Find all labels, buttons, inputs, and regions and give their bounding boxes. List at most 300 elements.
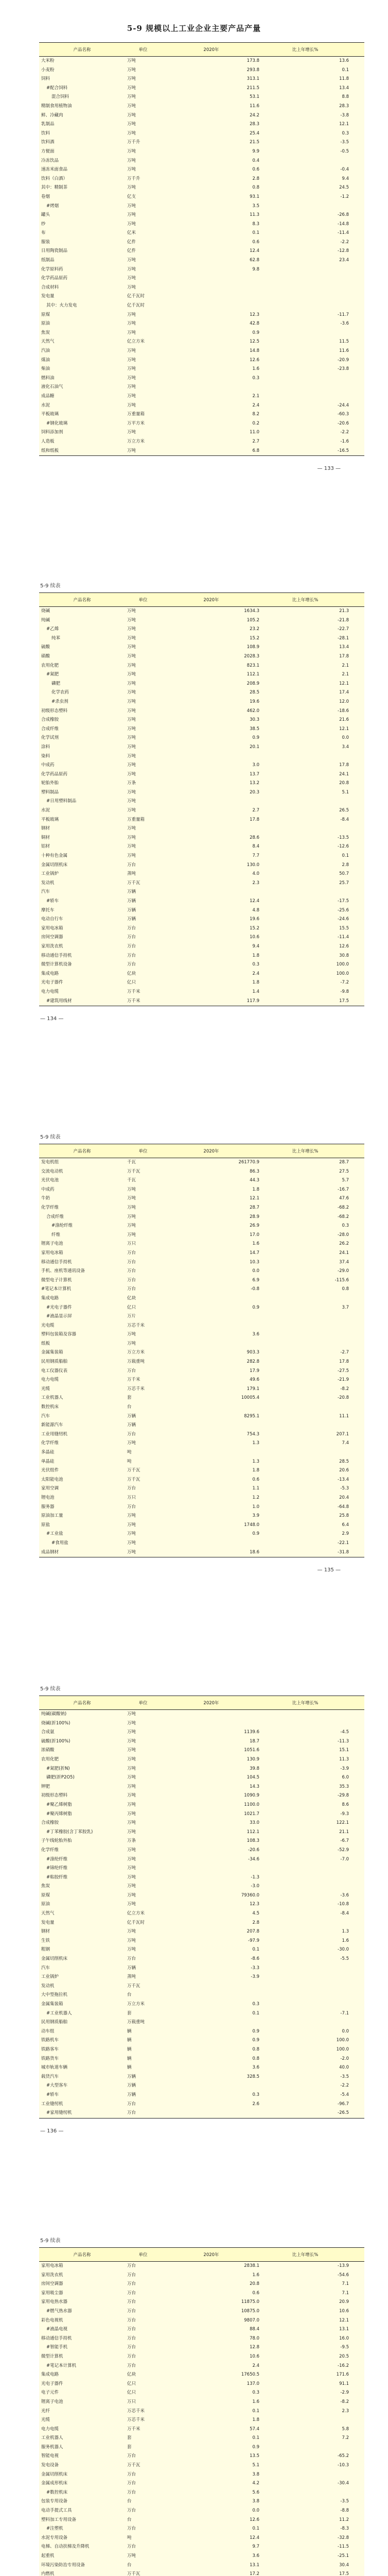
product-output-2020: 1.8 bbox=[161, 978, 261, 988]
product-name: 金属集装箱 bbox=[39, 2000, 125, 2009]
product-growth: 0.1 bbox=[261, 66, 364, 75]
product-name: 家用电冰箱 bbox=[39, 2262, 125, 2271]
product-unit: 万吨 bbox=[125, 1439, 161, 1448]
product-name: 民用钢质船舶 bbox=[39, 2018, 125, 2027]
table-row bbox=[39, 220, 364, 229]
product-unit: 亿立方米 bbox=[125, 1909, 161, 1919]
product-name: 化学纤维 bbox=[39, 1204, 125, 1213]
product-output-2020: 2.4 bbox=[161, 2362, 261, 2371]
product-output-2020: 3.6 bbox=[161, 2063, 261, 2073]
product-name: 成品糖 bbox=[39, 392, 125, 401]
table-row bbox=[39, 347, 364, 356]
product-growth: 171.6 bbox=[261, 2370, 364, 2380]
product-growth: 122.1 bbox=[261, 1819, 364, 1828]
product-output-2020: 25.4 bbox=[161, 129, 261, 139]
product-unit: 万台 bbox=[125, 960, 161, 970]
product-output-2020: 1.8 bbox=[161, 1185, 261, 1195]
table-row bbox=[39, 1213, 364, 1222]
product-growth bbox=[261, 283, 364, 293]
product-output-2020: 10.6 bbox=[161, 933, 261, 942]
product-name: 日用陶瓷制品 bbox=[39, 247, 125, 256]
product-output-2020 bbox=[161, 752, 261, 761]
product-unit: 亿只 bbox=[125, 2380, 161, 2389]
product-output-2020: 2.4 bbox=[161, 970, 261, 979]
product-output-2020: 208.9 bbox=[161, 680, 261, 689]
product-unit: 万吨 bbox=[125, 329, 161, 338]
product-growth: 17.5 bbox=[261, 997, 364, 1006]
table-header bbox=[39, 2248, 364, 2262]
product-unit: 套 bbox=[125, 1394, 161, 1403]
table-row bbox=[39, 1258, 364, 1267]
product-output-2020: 93.1 bbox=[161, 193, 261, 202]
product-name: 化学药品原药 bbox=[39, 770, 125, 779]
product-name: 化学原料药 bbox=[39, 265, 125, 275]
product-name: #钢化玻璃 bbox=[39, 419, 125, 429]
product-output-2020: 19.6 bbox=[161, 915, 261, 924]
product-name: 交流电动机 bbox=[39, 1167, 125, 1177]
product-output-2020: 112.1 bbox=[161, 670, 261, 680]
product-output-2020: 1.2 bbox=[161, 1494, 261, 1503]
product-growth: 23.4 bbox=[261, 256, 364, 265]
table-row bbox=[39, 1945, 364, 1955]
product-growth: -16.2 bbox=[261, 2362, 364, 2371]
product-unit: 万吨 bbox=[125, 725, 161, 734]
product-output-2020: 0.1 bbox=[161, 1945, 261, 1955]
product-name: 数控机床 bbox=[39, 1403, 125, 1412]
product-unit: 万台 bbox=[125, 2325, 161, 2334]
product-growth: -0.5 bbox=[261, 147, 364, 157]
product-growth: -2.2 bbox=[261, 238, 364, 247]
product-name: #笔记本计算机 bbox=[39, 1285, 125, 1294]
product-name: #液晶电视 bbox=[39, 2325, 125, 2334]
product-output-2020 bbox=[161, 1710, 261, 1719]
product-name: 汽车 bbox=[39, 1412, 125, 1421]
product-growth: -54.6 bbox=[261, 2271, 364, 2280]
table-row bbox=[39, 688, 364, 698]
product-name: 微型电子计算机 bbox=[39, 1276, 125, 1285]
product-unit: 万辆 bbox=[125, 1421, 161, 1430]
product-name: 其中：精制茶 bbox=[39, 183, 125, 193]
product-output-2020: 3.8 bbox=[161, 2470, 261, 2480]
product-output-2020 bbox=[161, 383, 261, 392]
product-growth: 10.6 bbox=[261, 2307, 364, 2316]
product-growth: -60.3 bbox=[261, 410, 364, 419]
product-growth: -16.5 bbox=[261, 447, 364, 456]
table-row bbox=[39, 1421, 364, 1430]
product-unit: 万吨 bbox=[125, 1185, 161, 1195]
page-number: — 135 — bbox=[317, 1567, 341, 1573]
product-unit: 万吨 bbox=[125, 716, 161, 725]
product-output-2020: 2.8 bbox=[161, 1919, 261, 1928]
product-growth: -8.8 bbox=[261, 2506, 364, 2516]
product-growth bbox=[261, 888, 364, 897]
product-output-2020: 1634.3 bbox=[161, 607, 261, 616]
product-growth bbox=[261, 1919, 364, 1928]
product-unit: 万吨 bbox=[125, 1737, 161, 1747]
product-unit: 万芯千米 bbox=[125, 2416, 161, 2425]
table-row bbox=[39, 1710, 364, 1719]
product-unit: 万吨 bbox=[125, 1945, 161, 1955]
product-growth: -68.2 bbox=[261, 1213, 364, 1222]
product-unit: 万吨 bbox=[125, 356, 161, 365]
product-growth: -2.9 bbox=[261, 2388, 364, 2398]
product-growth: 50.7 bbox=[261, 870, 364, 879]
product-output-2020: 0.8 bbox=[161, 2045, 261, 2055]
product-output-2020: 130.9 bbox=[161, 1755, 261, 1765]
table-row bbox=[39, 2561, 364, 2570]
product-name: 集成电路 bbox=[39, 2370, 125, 2380]
product-name: 微型计算机设备 bbox=[39, 960, 125, 970]
product-unit: 万台 bbox=[125, 2280, 161, 2289]
product-unit: 万吨 bbox=[125, 824, 161, 834]
product-name: 钾肥 bbox=[39, 1783, 125, 1792]
product-unit: 万吨 bbox=[125, 1855, 161, 1865]
table-row bbox=[39, 2262, 364, 2271]
product-growth bbox=[261, 392, 364, 401]
product-unit: 亿立方米 bbox=[125, 337, 161, 347]
product-name: #烤烟 bbox=[39, 202, 125, 211]
product-growth: -29.8 bbox=[261, 1791, 364, 1801]
header-year: 2020年 bbox=[161, 43, 261, 57]
product-name: 布 bbox=[39, 229, 125, 238]
product-unit: 万吨 bbox=[125, 1728, 161, 1737]
product-unit: 万芯千米 bbox=[125, 1321, 161, 1331]
product-growth: -11.4 bbox=[261, 229, 364, 238]
table-row bbox=[39, 1367, 364, 1376]
product-growth: 91.1 bbox=[261, 2380, 364, 2389]
product-growth: 0.8 bbox=[261, 1285, 364, 1294]
table-row bbox=[39, 1231, 364, 1240]
product-unit: 万千瓦 bbox=[125, 1167, 161, 1177]
product-growth bbox=[261, 1964, 364, 1973]
product-unit: 万吨 bbox=[125, 1873, 161, 1883]
product-name: 磷肥(折P2O5) bbox=[39, 1773, 125, 1783]
product-unit: 万条 bbox=[125, 1837, 161, 1846]
product-output-2020 bbox=[161, 2018, 261, 2027]
product-name: 起重机 bbox=[39, 2552, 125, 2561]
product-unit: 万千瓦 bbox=[125, 2570, 161, 2576]
table-row bbox=[39, 2461, 364, 2470]
header-growth: 比上年增长% bbox=[261, 1696, 364, 1710]
table-row bbox=[39, 852, 364, 861]
product-growth: -9.8 bbox=[261, 988, 364, 997]
product-unit: 万吨 bbox=[125, 842, 161, 852]
product-unit: 万只 bbox=[125, 1240, 161, 1249]
product-name: #数控机床 bbox=[39, 2488, 125, 2498]
product-output-2020: 2.6 bbox=[161, 2100, 261, 2109]
page-number: — 134 — bbox=[40, 1016, 64, 1022]
product-name: 手机、座机等通讯设备 bbox=[39, 1267, 125, 1276]
product-unit: 万台 bbox=[125, 1955, 161, 1964]
table-row bbox=[39, 625, 364, 634]
product-growth: 15.1 bbox=[261, 1746, 364, 1755]
table-row bbox=[39, 401, 364, 411]
product-growth bbox=[261, 2470, 364, 2480]
product-growth: 11.5 bbox=[261, 337, 364, 347]
product-unit: 万载重吨 bbox=[125, 1358, 161, 1367]
product-growth: 11.2 bbox=[261, 2516, 364, 2525]
product-name: 合成材料 bbox=[39, 283, 125, 293]
product-unit: 万吨 bbox=[125, 102, 161, 111]
product-growth: -2.2 bbox=[261, 2081, 364, 2091]
product-unit: 亿件 bbox=[125, 238, 161, 247]
product-output-2020: 0.0 bbox=[161, 1267, 261, 1276]
product-growth: -30.0 bbox=[261, 1945, 364, 1955]
product-name: 焦炭 bbox=[39, 1882, 125, 1891]
product-output-2020: 12.3 bbox=[161, 311, 261, 320]
product-growth: -12.6 bbox=[261, 842, 364, 852]
product-unit: 台 bbox=[125, 2561, 161, 2570]
product-unit: 亿只 bbox=[125, 978, 161, 988]
product-name: 发动机 bbox=[39, 879, 125, 888]
product-unit: 万吨 bbox=[125, 1801, 161, 1810]
product-unit: 辆 bbox=[125, 2063, 161, 2073]
product-name: 电力电缆 bbox=[39, 2425, 125, 2434]
table-row bbox=[39, 1539, 364, 1548]
product-output-2020: 0.0 bbox=[161, 2506, 261, 2516]
product-growth: 0.3 bbox=[261, 1222, 364, 1231]
product-growth bbox=[261, 265, 364, 275]
product-name: 工业机器人 bbox=[39, 2434, 125, 2443]
product-name: 工业锅炉 bbox=[39, 1973, 125, 1982]
product-growth: 5.8 bbox=[261, 2425, 364, 2434]
table-row bbox=[39, 1919, 364, 1928]
product-growth bbox=[261, 202, 364, 211]
product-output-2020: 0.6 bbox=[161, 238, 261, 247]
product-name: 原煤 bbox=[39, 1891, 125, 1901]
product-name: #涤纶纤维 bbox=[39, 1855, 125, 1865]
product-unit: 千瓦 bbox=[125, 1176, 161, 1185]
product-growth: -12.8 bbox=[261, 247, 364, 256]
product-growth: -1.2 bbox=[261, 193, 364, 202]
product-output-2020: 17650.5 bbox=[161, 2370, 261, 2380]
product-output-2020: 15.2 bbox=[161, 924, 261, 934]
product-unit: 万台 bbox=[125, 2109, 161, 2118]
table-row bbox=[39, 1810, 364, 1819]
product-unit: 万吨 bbox=[125, 1791, 161, 1801]
product-output-2020: 28.5 bbox=[161, 688, 261, 698]
product-growth: -5.5 bbox=[261, 1955, 364, 1964]
table-row bbox=[39, 392, 364, 401]
table-row bbox=[39, 2271, 364, 2280]
product-unit: 吨 bbox=[125, 1458, 161, 1467]
product-name: #工业机器人 bbox=[39, 2009, 125, 2019]
product-growth: 30.4 bbox=[261, 2561, 364, 2570]
product-growth: 12.1 bbox=[261, 120, 364, 129]
product-output-2020: 1.8 bbox=[161, 2416, 261, 2425]
table-row bbox=[39, 761, 364, 770]
product-name: 发电量 bbox=[39, 292, 125, 301]
product-output-2020: 57.4 bbox=[161, 2425, 261, 2434]
product-growth bbox=[261, 1973, 364, 1982]
product-growth: -9.5 bbox=[261, 2343, 364, 2352]
product-growth: -64.8 bbox=[261, 1503, 364, 1512]
product-name: 汽车 bbox=[39, 1964, 125, 1973]
product-unit: 万吨 bbox=[125, 707, 161, 716]
product-name: 铜材 bbox=[39, 834, 125, 843]
table-row bbox=[39, 319, 364, 329]
product-output-2020: 261770.9 bbox=[161, 1158, 261, 1167]
product-name: 家用空调 bbox=[39, 1484, 125, 1494]
product-unit: 万吨 bbox=[125, 75, 161, 84]
product-name: 发电机组 bbox=[39, 1158, 125, 1167]
table-row bbox=[39, 1303, 364, 1313]
product-unit: 万吨 bbox=[125, 401, 161, 411]
table-row bbox=[39, 978, 364, 988]
product-output-2020: 1100.0 bbox=[161, 1801, 261, 1810]
product-output-2020: 12.4 bbox=[161, 247, 261, 256]
product-name: 包装专用设备 bbox=[39, 2497, 125, 2506]
product-unit: 万千瓦 bbox=[125, 879, 161, 888]
product-name: 金属切削机床 bbox=[39, 2470, 125, 2480]
product-name: 化学农药 bbox=[39, 688, 125, 698]
product-name: 农用化肥 bbox=[39, 662, 125, 671]
product-output-2020: 14.8 bbox=[161, 347, 261, 356]
header-unit: 单位 bbox=[125, 1696, 161, 1710]
product-output-2020: 211.5 bbox=[161, 84, 261, 93]
table-row bbox=[39, 447, 364, 456]
product-growth bbox=[261, 1864, 364, 1873]
product-output-2020: 28.9 bbox=[161, 1213, 261, 1222]
table-row bbox=[39, 970, 364, 979]
product-name: 电工仪器仪表 bbox=[39, 1367, 125, 1376]
product-unit: 万重量箱 bbox=[125, 410, 161, 419]
product-output-2020: 0.8 bbox=[161, 183, 261, 193]
product-output-2020: 3.6 bbox=[161, 2552, 261, 2561]
product-growth: -65.2 bbox=[261, 2452, 364, 2461]
product-table bbox=[39, 1144, 364, 1557]
product-unit: 万辆 bbox=[125, 915, 161, 924]
product-unit: 套 bbox=[125, 2443, 161, 2452]
product-growth: -2.2 bbox=[261, 428, 364, 437]
table-row bbox=[39, 129, 364, 139]
product-output-2020: 1.3 bbox=[161, 1439, 261, 1448]
product-unit: 万台 bbox=[125, 1430, 161, 1439]
product-unit: 万台 bbox=[125, 1484, 161, 1494]
product-output-2020: 17.8 bbox=[161, 816, 261, 825]
product-unit: 万吨 bbox=[125, 1819, 161, 1828]
table-row bbox=[39, 1855, 364, 1865]
table-row bbox=[39, 2543, 364, 2552]
table-row bbox=[39, 2100, 364, 2109]
product-unit: 万吨 bbox=[125, 1330, 161, 1340]
product-output-2020: 0.4 bbox=[161, 157, 261, 166]
table-row bbox=[39, 2534, 364, 2543]
product-growth: 8.6 bbox=[261, 1801, 364, 1810]
product-unit: 万辆 bbox=[125, 888, 161, 897]
table-row bbox=[39, 292, 364, 301]
product-growth bbox=[261, 2000, 364, 2009]
table-row bbox=[39, 1439, 364, 1448]
product-unit: 万千米 bbox=[125, 997, 161, 1006]
product-unit: 万吨 bbox=[125, 625, 161, 634]
product-name: #燃气热水器 bbox=[39, 2307, 125, 2316]
product-unit: 万千米 bbox=[125, 988, 161, 997]
product-unit: 万吨 bbox=[125, 1810, 161, 1819]
product-name: 水泥专用设备 bbox=[39, 2534, 125, 2543]
product-output-2020: 10.3 bbox=[161, 1258, 261, 1267]
product-unit: 万吨 bbox=[125, 319, 161, 329]
product-output-2020: 1.6 bbox=[161, 365, 261, 374]
product-unit: 万吨 bbox=[125, 211, 161, 220]
table-row bbox=[39, 2063, 364, 2073]
product-growth: -6.7 bbox=[261, 1837, 364, 1846]
product-unit: 万台 bbox=[125, 2343, 161, 2352]
product-unit: 万吨 bbox=[125, 1846, 161, 1855]
table-row bbox=[39, 2009, 364, 2019]
product-growth bbox=[261, 1403, 364, 1412]
product-name: 方便面 bbox=[39, 147, 125, 157]
table-row bbox=[39, 1412, 364, 1421]
table-row bbox=[39, 1321, 364, 1331]
product-name: 纸制品 bbox=[39, 256, 125, 265]
table-row bbox=[39, 1394, 364, 1403]
product-name: 乳制品 bbox=[39, 120, 125, 129]
product-output-2020: 173.8 bbox=[161, 57, 261, 66]
product-output-2020: 88.4 bbox=[161, 2325, 261, 2334]
product-growth bbox=[261, 301, 364, 311]
product-growth: -7.1 bbox=[261, 2009, 364, 2019]
product-unit: 万千瓦 bbox=[125, 1476, 161, 1485]
product-output-2020: 5.1 bbox=[161, 2461, 261, 2470]
product-output-2020: 117.9 bbox=[161, 997, 261, 1006]
product-growth: 13.4 bbox=[261, 643, 364, 652]
product-name: #聚乙烯树脂 bbox=[39, 1801, 125, 1810]
table-row bbox=[39, 301, 364, 311]
product-output-2020: -3.9 bbox=[161, 1973, 261, 1982]
table-row bbox=[39, 2552, 364, 2561]
product-output-2020: 0.2 bbox=[161, 419, 261, 429]
product-growth: 5.1 bbox=[261, 788, 364, 798]
product-output-2020: 462.0 bbox=[161, 707, 261, 716]
table-row bbox=[39, 680, 364, 689]
product-output-2020: 3.8 bbox=[161, 2497, 261, 2506]
header-year: 2020年 bbox=[161, 2248, 261, 2262]
table-header bbox=[39, 593, 364, 607]
product-name: 金属切削机床 bbox=[39, 861, 125, 870]
table-row bbox=[39, 1530, 364, 1539]
header-name: 产品名称 bbox=[39, 2248, 125, 2262]
table-row bbox=[39, 437, 364, 447]
product-growth: 40.0 bbox=[261, 2063, 364, 2073]
product-growth: 12.1 bbox=[261, 680, 364, 689]
product-output-2020: 79360.0 bbox=[161, 1891, 261, 1901]
product-output-2020: 9.7 bbox=[161, 2543, 261, 2552]
product-growth bbox=[261, 157, 364, 166]
table-row bbox=[39, 2018, 364, 2027]
table-row bbox=[39, 1267, 364, 1276]
product-output-2020: 3.0 bbox=[161, 761, 261, 770]
product-output-2020: 44.3 bbox=[161, 1176, 261, 1185]
product-unit: 亿千瓦时 bbox=[125, 292, 161, 301]
product-table bbox=[39, 2247, 364, 2576]
product-unit: 万台 bbox=[125, 1258, 161, 1267]
product-output-2020: 108.9 bbox=[161, 643, 261, 652]
table-row bbox=[39, 1276, 364, 1285]
product-name: 平板玻璃 bbox=[39, 410, 125, 419]
product-growth: -8.4 bbox=[261, 1909, 364, 1919]
product-output-2020 bbox=[161, 1991, 261, 2000]
product-unit: 万台 bbox=[125, 942, 161, 952]
table-row bbox=[39, 779, 364, 788]
table-row bbox=[39, 1358, 364, 1367]
product-name: 饮料 bbox=[39, 129, 125, 139]
product-growth: -10.3 bbox=[261, 2461, 364, 2470]
product-unit: 万台 bbox=[125, 2307, 161, 2316]
table-row bbox=[39, 1376, 364, 1385]
product-output-2020: 0.9 bbox=[161, 329, 261, 338]
table-row bbox=[39, 138, 364, 147]
